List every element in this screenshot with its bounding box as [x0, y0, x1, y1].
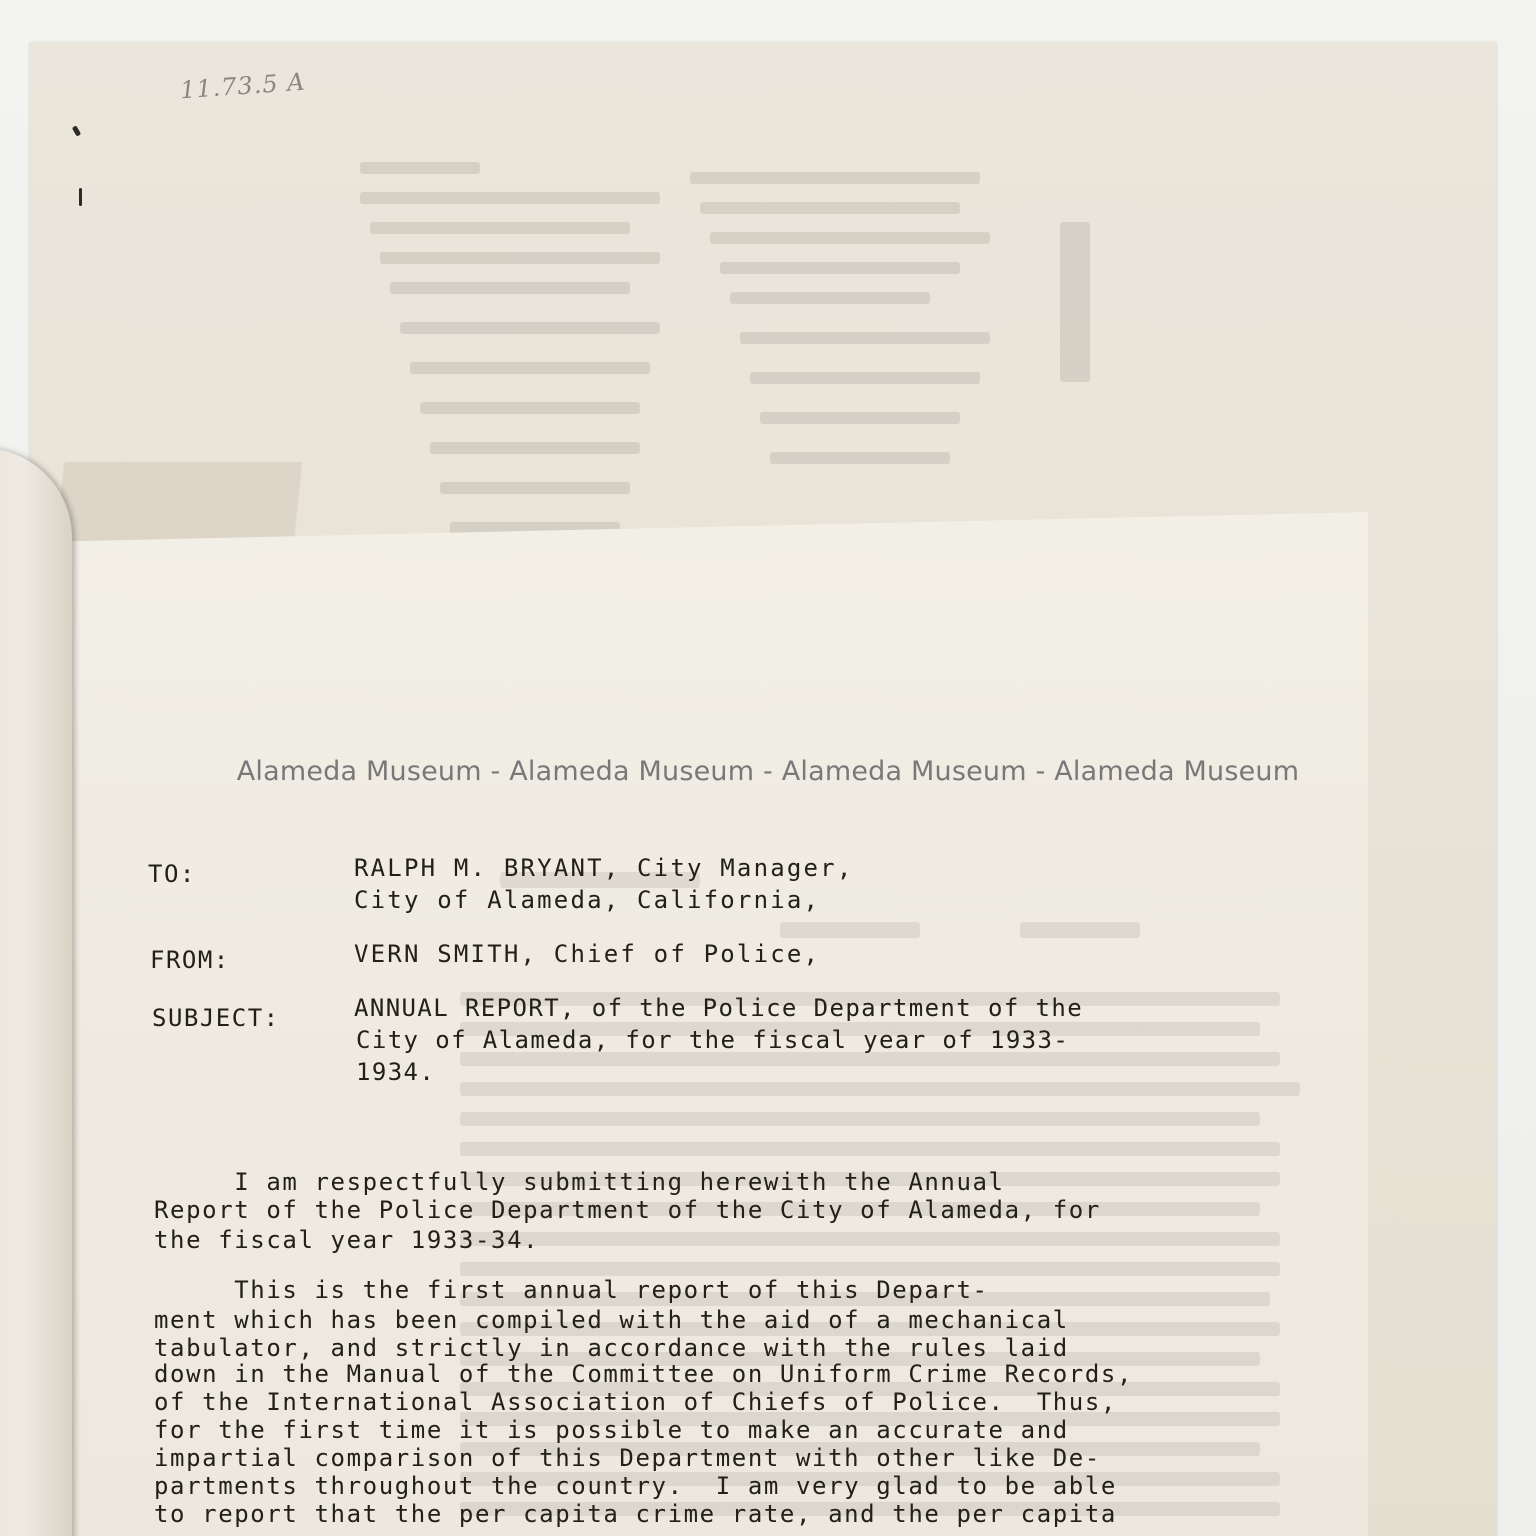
subject-line: City of Alameda, for the fiscal year of 1933- [356, 1026, 1070, 1054]
paragraph-line: to report that the per capita crime rate, and the per capita [154, 1500, 1117, 1528]
to-recipient-city: City of Alameda, California, [354, 886, 821, 914]
to-recipient: RALPH M. BRYANT, City Manager, [354, 854, 854, 882]
curled-page-edge [0, 448, 72, 1536]
paragraph-line: I am respectfully submitting herewith the Annual [154, 1168, 1005, 1196]
paragraph-line: impartial comparison of this Department with other like De- [154, 1444, 1101, 1472]
paragraph-line: Report of the Police Department of the City of Alameda, for [154, 1196, 1101, 1224]
paragraph-line: partments throughout the country. I am very glad to be able [154, 1472, 1117, 1500]
handwritten-catalog-number: 11.73.5 A [179, 67, 307, 105]
paragraph-line: for the first time it is possible to make an accurate and [154, 1416, 1069, 1444]
punch-mark [79, 188, 82, 206]
show-through-text [360, 162, 1140, 582]
to-label: TO: [148, 860, 196, 888]
from-sender: VERN SMITH, Chief of Police, [354, 940, 821, 968]
paragraph-line: This is the first annual report of this Depart- [154, 1276, 989, 1304]
paragraph-line: of the International Association of Chiefs of Police. Thus, [154, 1388, 1117, 1416]
subject-line: ANNUAL REPORT, of the Police Department of the [354, 994, 1084, 1022]
paragraph-line: the fiscal year 1933-34. [154, 1226, 540, 1254]
paragraph-line: tabulator, and strictly in accordance with the rules laid [154, 1334, 1069, 1362]
paragraph-line: down in the Manual of the Committee on Uniform Crime Records, [154, 1360, 1134, 1388]
subject-line: 1934. [356, 1058, 436, 1086]
paragraph-line: ment which has been compiled with the aid of a mechanical [154, 1306, 1069, 1334]
from-label: FROM: [150, 946, 230, 974]
watermark: Alameda Museum - Alameda Museum - Alameda Museum - Alameda Museum [236, 756, 1300, 787]
subject-label: SUBJECT: [152, 1004, 280, 1032]
